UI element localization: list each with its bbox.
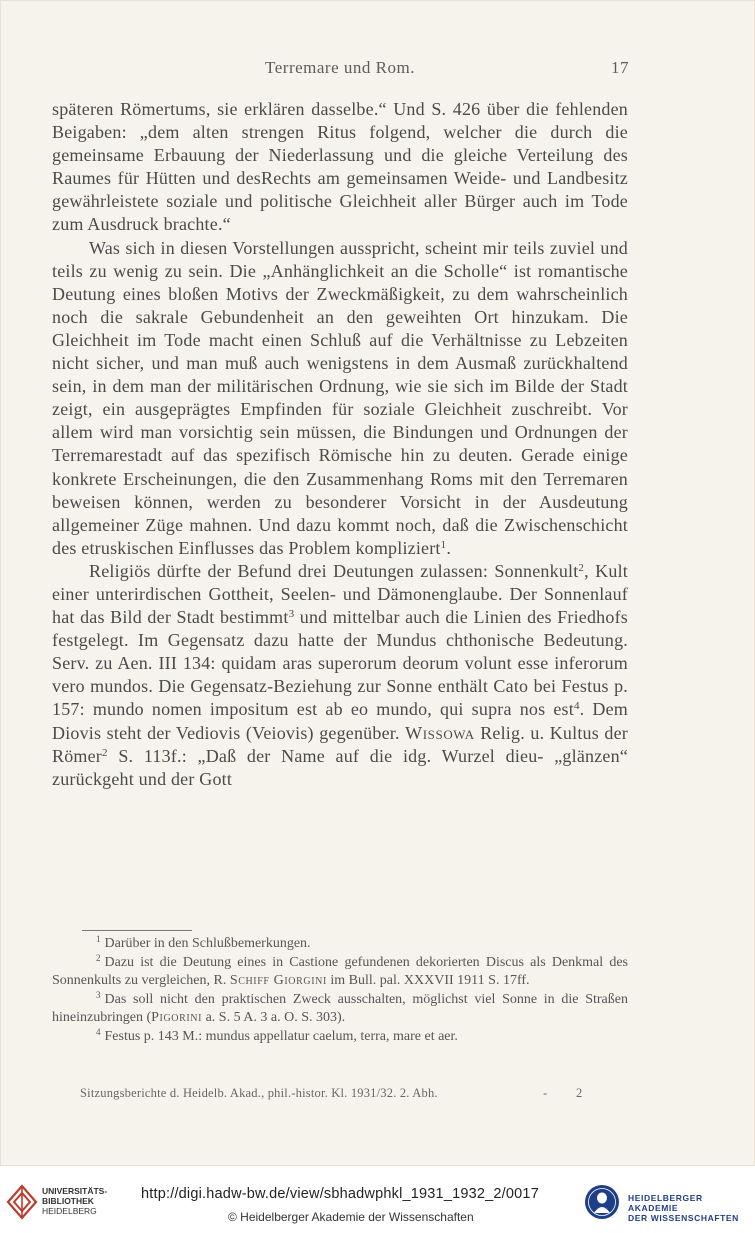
academy-line-2: DER WISSENSCHAFTEN <box>628 1213 739 1223</box>
viewer-footer <box>0 1166 755 1233</box>
footnote-4-number: 4 <box>96 1026 101 1037</box>
paragraph-1 <box>52 98 628 237</box>
ub-line-2: BIBLIOTHEK <box>42 1196 94 1206</box>
paragraph-2-text: Was sich in diesen Vorstellungen ausspricht, scheint mir teils zuviel und teils zu wenig zu sein. Die „Anhänglichkeit an die Scholle“ ist romantische Deutung eines bloßen Motivs der Zweckmäßigkeit, zu dem wahrscheinlich noch die sakrale Gebundenheit an den geweihten Ort hinzukam. Die Gleichheit im Tode macht einen Schluß auf die Verhältnisse zu Lebzeiten nicht sicher, und man muß auch wenigstens in dem Ausmaß zurückhaltend sein, in dem man der militärischen Ordnung, wie sie sich im Bilde der Stadt zeigt, ein ausgeprägtes Empfinden für soziale Gleichheit zuschreibt. Vor allem wird man vorsichtig sein müssen, die Bindungen und Ordnungen der Terremarestadt auf das spezifisch Römische hin zu deuten. Gerade einige konkrete Erscheinungen, die den Zusammenhang Roms mit den Terremaren beweisen können, werden zu besonderer Vorsicht in der Ausdeutung allgemeiner Züge mahnen. Und dazu kommt noch, daß die Zwischenschicht des etruskischen Einflusses das Problem kompliziert <box>52 237 628 558</box>
paragraph-2-end: . <box>446 537 452 558</box>
footnote-2 <box>52 954 628 991</box>
edition-superscript: 2 <box>102 746 108 759</box>
footnotes <box>52 935 628 1047</box>
academy-name <box>628 1193 755 1223</box>
signature-dash: - <box>543 1086 548 1100</box>
footnote-ref-3: 3 <box>288 608 295 621</box>
author-wissowa: Wissowa <box>405 722 475 743</box>
footnote-3-number: 3 <box>96 989 101 1000</box>
ub-line-3: HEIDELBERG <box>42 1206 97 1216</box>
footnote-2-number: 2 <box>96 952 101 963</box>
footnote-1-text: Darüber in den Schlußbemerkungen. <box>104 936 311 951</box>
paragraph-3-text-d: . Dem Diovis steht der Vediovis (Veiovis) gegenüber. <box>52 699 628 743</box>
footnote-3-text-b: a. S. 5 A. 3 a. O. S. 303). <box>202 1010 346 1026</box>
permalink[interactable]: http://digi.hadw-bw.de/view/sbhadwphkl_1931_1932_2/0017 <box>141 1186 539 1202</box>
author-pigorini: Pigorini <box>151 1010 203 1026</box>
footnote-1-number: 1 <box>96 934 101 944</box>
running-head-title: Terremare und Rom. <box>265 58 415 77</box>
university-library-name <box>42 1186 107 1216</box>
signature-line <box>80 1086 600 1104</box>
academy-seal-icon <box>584 1184 620 1220</box>
ub-line-1: UNIVERSITÄTS- <box>42 1186 108 1196</box>
footnote-3 <box>52 991 628 1028</box>
copyright-notice: © Heidelberger Akademie der Wissenschaften <box>228 1210 474 1224</box>
running-head <box>0 58 755 80</box>
paragraph-3-text-e: Relig. u. Kultus der Römer <box>52 722 628 766</box>
paragraph-3-text-c: und mittelbar auch die Linien des Friedhofs festgelegt. Im Gegensatz dazu hatte der Mundus chthonische Bedeutung. Serv. zu Aen. III 134: quidam aras superorum deorum volunt esse inferorum vero mundos. Die Gegensatz-Beziehung zur Sonne enthält Cato bei Festus p. 157: mundo nomen impositum est ab eo mundo, qui supra nos est <box>52 607 628 720</box>
body-text <box>52 98 628 791</box>
footnote-4 <box>52 1028 628 1047</box>
university-library-logo-icon <box>6 1182 38 1222</box>
footnote-1 <box>52 935 628 954</box>
paragraph-1-text: späteren Römertums, sie erklären dasselbe.“ Und S. 426 über die fehlenden Beigaben: „dem alten strengen Ritus folgend, welcher die durch die gemeinsame Erbauung der Niederlassung und die gleiche Verteilung des Raumes für Hütten und desRechts am gemeinsamen Weide- und Landbesitz gewährleistete soziale und politische Gleichheit aller Bürger auch im Tode zum Ausdruck brachte.“ <box>52 99 628 235</box>
footnote-2-text-a: Dazu ist die Deutung eines in Castione gefundenen dekorierten Discus als Denkmal des Sonnenkults zu vergleichen, R. <box>52 954 628 989</box>
footnote-2-text-b: im Bull. pal. XXXVII 1911 S. 17ff. <box>326 973 530 989</box>
paragraph-2 <box>52 237 628 560</box>
signature-number: 2 <box>576 1086 583 1100</box>
paragraph-3 <box>52 560 628 791</box>
paragraph-3-text-b: , Kult einer unterirdischen Gottheit, Seelen- und Dämonenglaube. Der Sonnenlauf hat das Bild der Stadt bestimmt <box>52 560 628 628</box>
footnote-ref-2: 2 <box>578 561 585 574</box>
footnote-divider <box>82 930 192 931</box>
footnote-4-text: Festus p. 143 M.: mundus appellatur caelum, terra, mare et aer. <box>104 1028 458 1044</box>
academy-line-1: HEIDELBERGER AKADEMIE <box>628 1193 703 1213</box>
page-number: 17 <box>611 58 629 77</box>
author-schiff-giorgini: Schiff Giorgini <box>229 973 327 989</box>
footnote-ref-4: 4 <box>573 700 580 713</box>
paragraph-3-text-a: Religiös dürfte der Befund drei Deutungen zulassen: Sonnenkult <box>89 560 579 581</box>
footnote-ref-1: 1 <box>440 538 447 551</box>
footnote-3-text-a: Das soll nicht den praktischen Zweck ausschalten, möglichst viel Sonne in die Straßen hineinzubringen ( <box>52 991 628 1026</box>
paragraph-3-text-f: S. 113f.: „Daß der Name auf die idg. Wurzel dieu- „glänzen“ zurückgeht und der Gott <box>52 745 628 789</box>
signature-text: Sitzungsberichte d. Heidelb. Akad., phil.-histor. Kl. 1931/32. 2. Abh. <box>80 1086 438 1100</box>
